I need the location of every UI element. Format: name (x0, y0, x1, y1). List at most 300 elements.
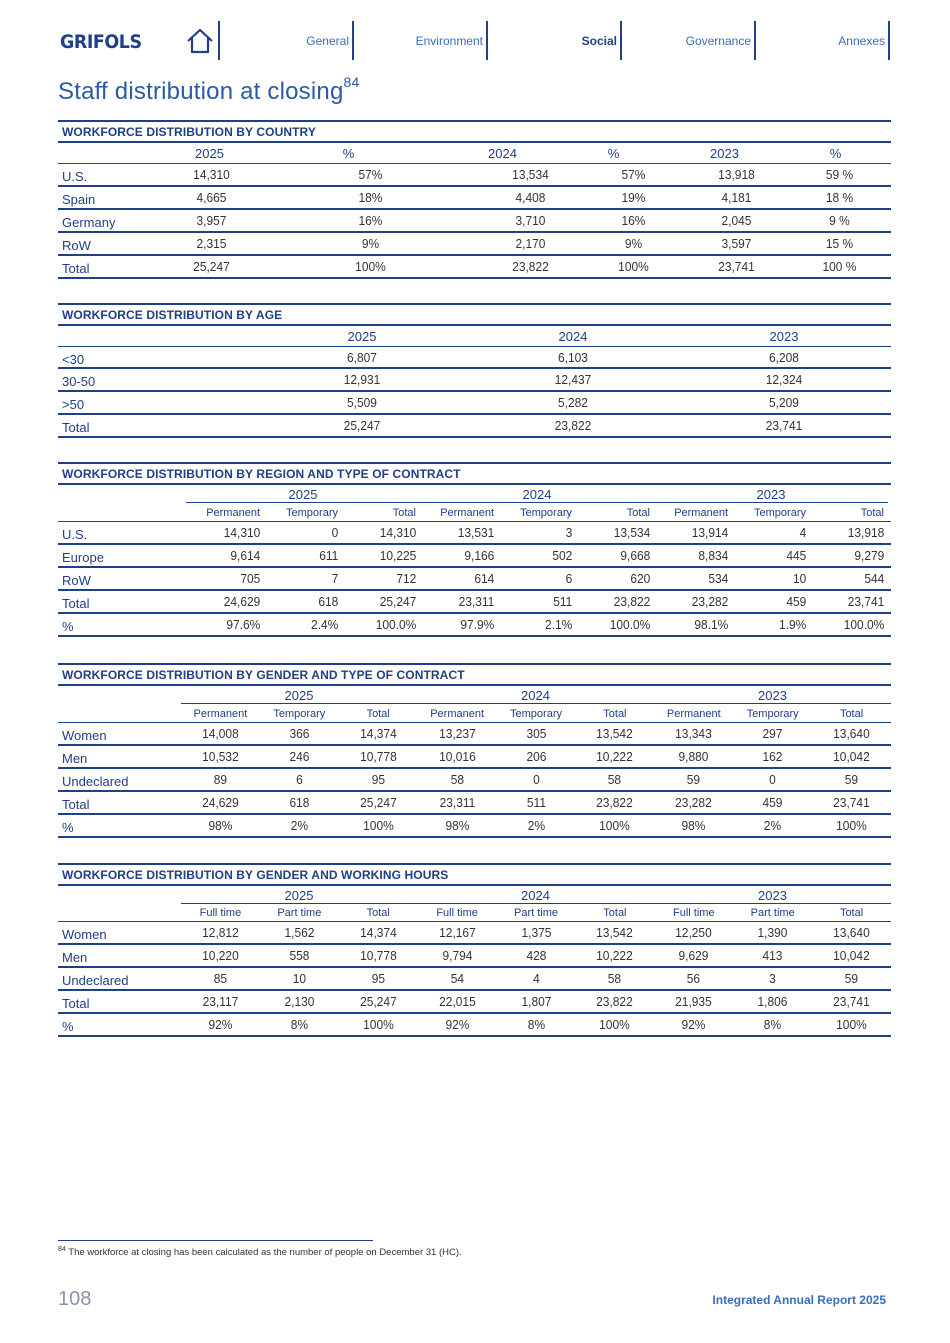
table-cell: 12,250 (675, 925, 713, 940)
row-label: <30 (62, 351, 85, 367)
sub-header: Total (366, 907, 390, 919)
row-label: % (62, 619, 74, 634)
spacer (58, 911, 181, 915)
table-cell: 25,247 (343, 418, 381, 433)
row-label: Undeclared (62, 774, 129, 789)
table-cell: 4 (799, 525, 807, 540)
sub-header: Temporary (510, 707, 562, 720)
table-cell: 2,315 (196, 236, 227, 251)
row-label: Total (62, 596, 90, 611)
table-cell: 14,310 (193, 167, 231, 182)
table-cell: 9,279 (854, 548, 885, 563)
table-row (58, 591, 891, 614)
table-row (58, 347, 891, 369)
gender-hours-table (58, 863, 891, 1037)
table-cell: 23,822 (554, 418, 592, 433)
table-cell: 8% (527, 1017, 545, 1032)
row-label: Undeclared (62, 973, 129, 988)
top-nav-bar (0, 0, 950, 70)
table-cell: 8% (764, 1017, 782, 1032)
table-row (58, 369, 891, 392)
sub-header: Full time (673, 907, 715, 919)
row-label: Germany (62, 215, 116, 230)
table-cell: 100.0% (375, 617, 417, 632)
table-cell: 459 (762, 795, 783, 810)
table-cell: 24,629 (202, 795, 239, 810)
table-cell: 23,741 (718, 259, 755, 274)
table-cell: 25,247 (359, 994, 397, 1009)
table-cell: 6,103 (558, 349, 588, 365)
table-cell: 100% (355, 259, 387, 274)
table-cell: 5,509 (347, 395, 377, 410)
table-cell: 97.6% (226, 617, 261, 632)
table-row (58, 945, 891, 968)
nav-social[interactable]: Social (581, 34, 617, 48)
table-cell: 618 (289, 795, 310, 810)
sub-header: Total (839, 707, 864, 720)
sub-header: Total (392, 506, 416, 519)
year-header-row (58, 686, 891, 705)
table-cell: 6,807 (347, 349, 377, 365)
table-cell: 18% (358, 190, 383, 205)
table-row (58, 922, 891, 945)
table-cell: 2,045 (721, 213, 752, 228)
table-cell: 13,914 (691, 525, 729, 540)
table-cell: 13,640 (833, 925, 870, 940)
table-cell: 12,167 (438, 925, 476, 940)
col-header: % (342, 145, 355, 161)
sub-header: Permanent (430, 707, 485, 720)
table-row (58, 164, 891, 187)
table-cell: 10,042 (833, 948, 870, 963)
table-cell: 305 (526, 726, 546, 741)
sub-header: Temporary (286, 506, 338, 519)
table-cell: 7 (331, 571, 339, 586)
table-cell: 0 (331, 525, 339, 540)
table-cell: 98% (208, 818, 233, 833)
table-cell: 23,822 (596, 994, 634, 1009)
table-cell: 23,822 (512, 259, 549, 274)
table-cell: 97.9% (460, 617, 495, 632)
table-cell: 413 (762, 948, 783, 963)
table-cell: 56 (687, 971, 701, 986)
year-header-row (58, 485, 891, 504)
report-title: Integrated Annual Report 2025 (712, 1293, 886, 1307)
year-header: 2024 (420, 487, 654, 503)
table-row (58, 968, 891, 991)
nav-divider (888, 21, 890, 60)
nav-governance[interactable]: Governance (685, 34, 751, 48)
table-cell: 16% (621, 213, 646, 228)
table-cell: 614 (474, 571, 495, 586)
table-cell: 13,534 (512, 167, 549, 182)
table-cell: 19% (621, 190, 646, 205)
table-cell: 2,170 (515, 236, 546, 251)
table-cell: 98% (681, 818, 706, 833)
sub-header: Full time (436, 907, 478, 919)
table-cell: 3 (565, 525, 573, 540)
table-header-row (58, 326, 891, 347)
sub-header: Permanent (440, 506, 494, 519)
table-cell: 92% (681, 1017, 706, 1032)
table-row (58, 815, 891, 838)
col-header: 2025 (195, 145, 224, 161)
table-caption: WORKFORCE DISTRIBUTION BY GENDER AND WORKING HOURS (58, 863, 891, 886)
table-cell: 9,880 (678, 749, 709, 764)
table-cell: 23,117 (202, 994, 239, 1009)
age-table (58, 303, 891, 438)
year-header: 2024 (417, 888, 654, 904)
sub-header: Total (860, 506, 884, 519)
table-cell: 23,282 (675, 795, 713, 810)
nav-divider (620, 21, 622, 60)
table-cell: 10,225 (379, 548, 417, 563)
table-cell: 2.4% (311, 617, 339, 632)
table-cell: 23,311 (439, 795, 475, 810)
table-cell: 10,220 (202, 948, 239, 963)
table-cell: 712 (396, 571, 417, 586)
table-cell: 98% (445, 818, 470, 833)
table-cell: 13,534 (613, 525, 651, 540)
table-cell: 13,918 (847, 525, 885, 540)
table-cell: 54 (450, 971, 464, 986)
table-cell: 100.0% (843, 617, 885, 632)
nav-divider (486, 21, 488, 60)
table-cell: 511 (553, 594, 573, 609)
table-cell: 25,247 (193, 259, 231, 274)
table-cell: 1,390 (757, 925, 788, 940)
table-cell: 14,310 (379, 525, 417, 540)
table-cell: 98.1% (694, 617, 729, 632)
table-cell: 58 (608, 772, 622, 787)
table-cell: 1.9% (779, 617, 807, 632)
table-cell: 100% (362, 1017, 394, 1032)
page-number: 108 (58, 1288, 92, 1310)
nav-environment[interactable]: Environment (415, 34, 483, 48)
home-icon[interactable] (186, 28, 214, 54)
country-table (58, 120, 891, 279)
table-cell: 2,130 (284, 994, 315, 1009)
table-cell: 23,741 (833, 994, 870, 1009)
table-row (58, 256, 891, 279)
table-cell: 95 (371, 971, 385, 986)
table-cell: 59 (844, 772, 859, 787)
table-cell: 100% (599, 1017, 631, 1032)
col-header: 2025 (347, 328, 377, 344)
col-header: 2023 (769, 328, 799, 344)
table-cell: 22,015 (438, 994, 476, 1009)
sub-header: Full time (199, 907, 242, 919)
year-header: 2025 (186, 487, 420, 503)
row-label: Total (62, 797, 90, 812)
row-label: >50 (62, 397, 85, 412)
table-row (58, 233, 891, 256)
sub-header: Total (603, 907, 627, 919)
table-row (58, 415, 891, 438)
table-cell: 100% (599, 818, 631, 833)
table-cell: 0 (532, 772, 540, 787)
sub-header-row (58, 705, 891, 723)
col-header: % (829, 145, 842, 161)
table-cell: 10 (793, 571, 807, 586)
table-cell: 8% (290, 1017, 308, 1032)
sub-header: Temporary (754, 506, 806, 519)
table-cell: 1,375 (521, 925, 551, 940)
table-cell: 9,794 (442, 948, 473, 963)
year-header: 2025 (181, 888, 417, 904)
sub-header-row (58, 504, 891, 522)
sub-header: Total (839, 907, 864, 919)
table-cell: 10,778 (359, 948, 397, 963)
table-cell: 6 (565, 571, 573, 586)
table-cell: 13,640 (833, 726, 870, 741)
row-label: Women (62, 927, 107, 942)
table-cell: 4,408 (515, 190, 546, 205)
table-cell: 3,597 (721, 236, 752, 251)
table-cell: 620 (630, 571, 651, 586)
table-row (58, 187, 891, 210)
table-caption: WORKFORCE DISTRIBUTION BY AGE (58, 303, 891, 326)
row-label: % (62, 1019, 74, 1034)
spacer (58, 511, 186, 515)
table-cell: 13,343 (675, 726, 713, 741)
table-row (58, 746, 891, 769)
year-header: 2025 (181, 688, 417, 704)
table-cell: 18 % (825, 190, 854, 205)
table-cell: 10,532 (202, 749, 239, 764)
table-cell: 13,531 (457, 525, 495, 540)
nav-divider (218, 21, 220, 60)
table-cell: 10,222 (596, 749, 634, 764)
table-cell: 24,629 (223, 594, 261, 609)
table-cell: 428 (526, 948, 546, 963)
table-cell: 8,834 (698, 548, 729, 563)
table-cell: 459 (786, 594, 807, 609)
table-cell: 59 (844, 971, 859, 986)
row-label: Spain (62, 192, 96, 207)
table-row (58, 769, 891, 792)
year-header-row (58, 886, 891, 905)
year-header: 2023 (654, 688, 891, 704)
row-label: % (62, 820, 74, 835)
table-cell: 23,822 (596, 795, 634, 810)
table-row (58, 392, 891, 415)
nav-divider (352, 21, 354, 60)
table-cell: 14,374 (359, 925, 397, 940)
table-cell: 100% (362, 818, 394, 833)
row-label: U.S. (62, 527, 88, 542)
table-row (58, 210, 891, 233)
sub-header: Permanent (193, 707, 248, 720)
table-cell: 59 % (825, 167, 854, 182)
sub-header: Temporary (520, 506, 572, 519)
table-cell: 13,542 (596, 925, 634, 940)
table-cell: 611 (319, 548, 339, 563)
table-cell: 6 (296, 772, 303, 787)
footnote-ref[interactable]: 84 (343, 74, 360, 90)
table-cell: 2% (527, 818, 545, 833)
spacer (58, 712, 181, 716)
table-header-row (58, 143, 891, 164)
table-cell: 13,542 (596, 726, 634, 741)
sub-header: Total (626, 506, 650, 519)
table-cell: 511 (526, 795, 546, 810)
year-header: 2023 (654, 487, 888, 503)
table-cell: 23,311 (458, 594, 495, 609)
table-cell: 297 (762, 726, 783, 741)
sub-header-row (58, 905, 891, 922)
nav-general[interactable]: General (306, 34, 349, 48)
row-label: 30-50 (62, 374, 96, 389)
table-row (58, 568, 891, 591)
table-cell: 9,668 (620, 548, 651, 563)
sub-header: Part time (750, 907, 795, 919)
table-cell: 12,812 (202, 925, 239, 940)
row-label: Total (62, 996, 90, 1011)
table-cell: 14,008 (202, 726, 239, 741)
table-cell: 2.1% (545, 617, 573, 632)
table-row (58, 1014, 891, 1037)
table-cell: 85 (213, 971, 228, 986)
table-cell: 58 (450, 772, 464, 787)
row-label: Europe (62, 550, 104, 565)
table-cell: 206 (526, 749, 546, 764)
table-cell: 10 (292, 971, 306, 986)
gender-contract-table (58, 663, 891, 838)
table-cell: 89 (213, 772, 228, 787)
table-cell: 558 (289, 948, 310, 963)
row-label: Men (62, 751, 88, 766)
table-cell: 13,918 (718, 167, 755, 182)
sub-header: Temporary (273, 707, 326, 720)
row-label: RoW (62, 238, 91, 253)
table-cell: 3 (769, 971, 777, 986)
sub-header: Permanent (666, 707, 721, 720)
row-label: Total (62, 420, 90, 435)
table-cell: 618 (318, 594, 339, 609)
table-cell: 57% (621, 167, 646, 182)
sub-header: Permanent (674, 506, 728, 519)
table-cell: 1,562 (284, 925, 315, 940)
table-cell: 6,208 (769, 349, 799, 365)
table-cell: 57% (358, 167, 383, 182)
sub-header: Temporary (746, 707, 799, 720)
table-caption: WORKFORCE DISTRIBUTION BY REGION AND TYPE OF CONTRACT (58, 462, 891, 485)
table-cell: 100% (836, 818, 867, 833)
footnote: $^{84}$ The workforce at closing has been calculated as the number of people on December 31 (HC). (58, 1246, 462, 1259)
grifols-logo[interactable]: GRIFOLS (60, 31, 142, 53)
table-cell: 14,310 (223, 525, 261, 540)
table-cell: 21,935 (675, 994, 713, 1009)
col-header: 2023 (710, 145, 739, 161)
table-cell: 100% (836, 1017, 867, 1032)
year-header: 2023 (654, 888, 891, 904)
table-row (58, 723, 891, 746)
table-cell: 58 (608, 971, 622, 986)
table-cell: 23,741 (833, 795, 870, 810)
table-row (58, 614, 891, 637)
table-caption: WORKFORCE DISTRIBUTION BY COUNTRY (58, 120, 891, 143)
table-caption: WORKFORCE DISTRIBUTION BY GENDER AND TYPE OF CONTRACT (58, 663, 891, 686)
table-cell: 15 % (825, 236, 854, 251)
table-cell: 100.0% (609, 617, 651, 632)
table-cell: 12,324 (765, 372, 803, 387)
table-cell: 25,247 (359, 795, 397, 810)
row-label: Men (62, 950, 88, 965)
table-cell: 4 (532, 971, 540, 986)
table-cell: 502 (552, 548, 573, 563)
sub-header: Part time (277, 907, 322, 919)
table-cell: 445 (786, 548, 807, 563)
table-cell: 59 (687, 772, 701, 787)
table-cell: 14,374 (359, 726, 397, 741)
table-cell: 13,237 (438, 726, 476, 741)
page-title: Staff distribution at closing$^{84}$ (58, 74, 360, 105)
footnote-divider (58, 1240, 373, 1241)
table-cell: 25,247 (379, 594, 417, 609)
table-cell: 10,042 (833, 749, 870, 764)
table-cell: 10,016 (438, 749, 476, 764)
year-header: 2024 (417, 688, 654, 704)
table-cell: 95 (371, 772, 385, 787)
table-cell: 366 (289, 726, 310, 741)
table-cell: 3,710 (515, 213, 546, 228)
sub-header: Part time (514, 907, 559, 919)
table-cell: 162 (762, 749, 783, 764)
row-label: Total (62, 261, 90, 276)
table-cell: 9% (362, 236, 380, 251)
table-cell: 23,741 (765, 418, 803, 433)
col-header: 2024 (488, 145, 517, 161)
table-cell: 12,437 (554, 372, 592, 387)
table-row (58, 545, 891, 568)
table-cell: 100% (618, 259, 649, 274)
col-header: % (607, 145, 620, 161)
table-cell: 9% (625, 236, 643, 251)
table-cell: 2% (290, 818, 308, 833)
table-cell: 92% (208, 1017, 233, 1032)
table-cell: 23,282 (691, 594, 729, 609)
table-cell: 9,614 (230, 548, 261, 563)
table-cell: 0 (769, 772, 777, 787)
table-cell: 9 % (829, 213, 850, 228)
table-cell: 100 % (822, 259, 857, 274)
table-cell: 12,931 (343, 372, 381, 387)
table-cell: 3,957 (196, 213, 227, 228)
sub-header: Total (603, 707, 627, 720)
table-cell: 5,209 (769, 395, 799, 410)
table-row (58, 792, 891, 815)
table-cell: 4,181 (721, 190, 752, 205)
table-cell: 544 (864, 571, 885, 586)
nav-divider (754, 21, 756, 60)
table-cell: 9,629 (678, 948, 709, 963)
table-cell: 534 (708, 571, 729, 586)
table-cell: 16% (358, 213, 383, 228)
table-cell: 9,166 (464, 548, 495, 563)
table-cell: 92% (445, 1017, 470, 1032)
table-cell: 10,778 (359, 749, 397, 764)
sub-header: Permanent (206, 506, 260, 519)
nav-annexes[interactable]: Annexes (838, 34, 885, 48)
col-header: 2024 (558, 328, 588, 344)
table-cell: 23,741 (847, 594, 885, 609)
table-cell: 10,222 (596, 948, 634, 963)
table-cell: 705 (240, 571, 261, 586)
row-label: U.S. (62, 169, 88, 184)
table-cell: 23,822 (613, 594, 651, 609)
row-label: Women (62, 728, 107, 743)
